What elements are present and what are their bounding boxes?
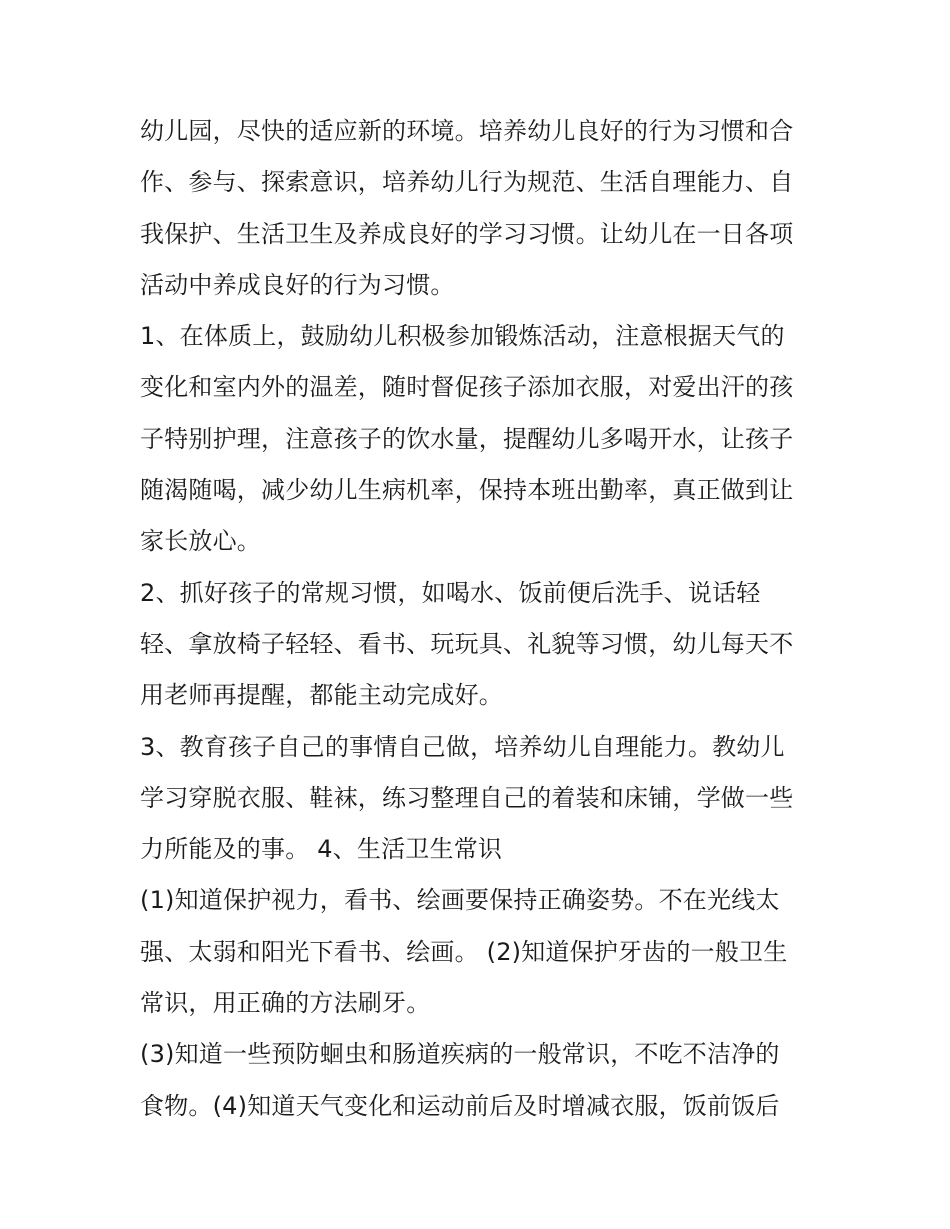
text-line: 3、教育孩子自己的事情自己做，培养幼儿自理能力。教幼儿 (140, 732, 785, 761)
text-line: 1、在体质上，鼓励幼儿积极参加锻炼活动，注意根据天气的 (140, 322, 785, 351)
text-line: 食物。(4)知道天气变化和运动前后及时增减衣服，饭前饭后 (140, 1091, 780, 1120)
text-line: 学习穿脱衣服、鞋袜，练习整理自己的着装和床铺，学做一些 (140, 783, 794, 812)
document-body (140, 106, 820, 1132)
text-line: 力所能及的事。 4、生活卫生常识 (140, 835, 503, 864)
text-line: 轻、拿放椅子轻轻、看书、玩玩具、礼貌等习惯，幼儿每天不 (140, 629, 794, 658)
text-line: 幼儿园，尽快的适应新的环境。培养幼儿良好的行为习惯和合 (140, 117, 794, 145)
text-line: (3)知道一些预防蛔虫和肠道疾病的一般常识，不吃不洁净的 (140, 1040, 780, 1069)
text-line: 用老师再提醒，都能主动完成好。 (140, 681, 503, 710)
text-line: 变化和室内外的温差，随时督促孩子添加衣服，对爱出汗的孩 (140, 373, 794, 402)
text-line: 作、参与、探索意识，培养幼儿行为规范、生活自理能力、自 (140, 168, 794, 197)
text-line: (1)知道保护视力，看书、绘画要保持正确姿势。不在光线太 (140, 886, 780, 915)
text-line: 子特别护理，注意孩子的饮水量，提醒幼儿多喝开水，让孩子 (140, 424, 794, 453)
text-line: 2、抓好孩子的常规习惯，如喝水、饭前便后洗手、说话轻 (140, 578, 761, 607)
text-line: 活动中养成良好的行为习惯。 (140, 270, 455, 299)
text-line: 常识，用正确的方法刷牙。 (140, 989, 431, 1018)
text-line: 我保护、生活卫生及养成良好的学习习惯。让幼儿在一日各项 (140, 219, 794, 248)
text-line: 强、太弱和阳光下看书、绘画。 (2)知道保护牙齿的一般卫生 (140, 937, 788, 966)
text-line: 家长放心。 (140, 527, 261, 556)
text-line: 随渴随喝，减少幼儿生病机率，保持本班出勤率，真正做到让 (140, 476, 794, 505)
